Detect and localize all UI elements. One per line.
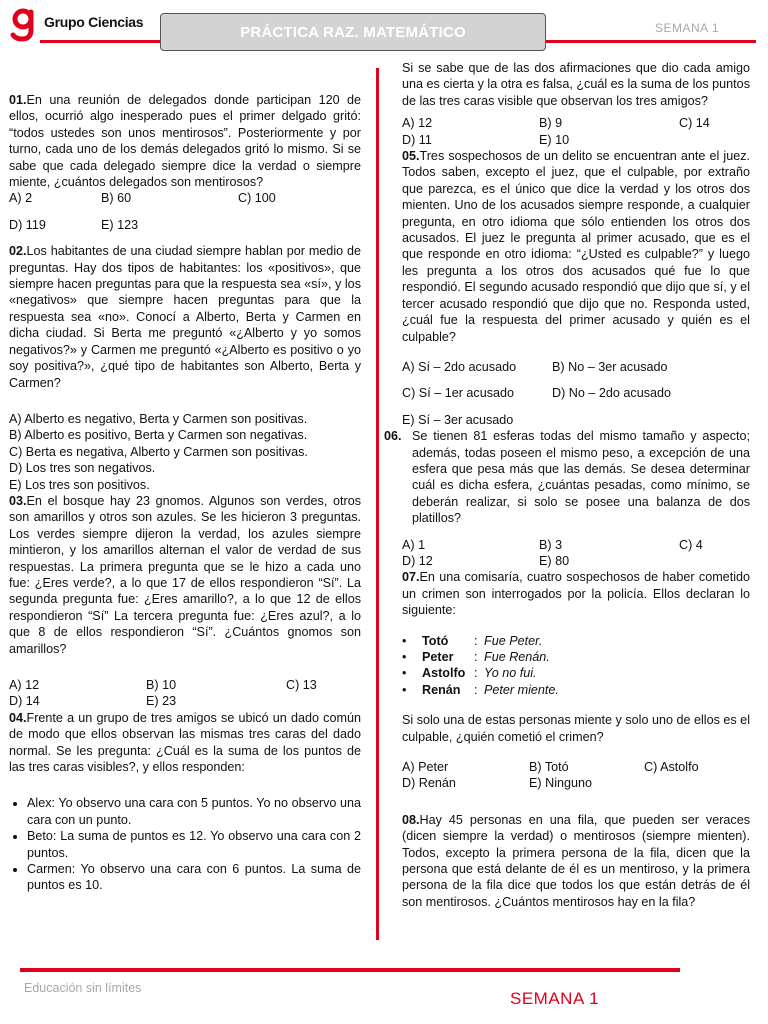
answer-options xyxy=(9,190,361,206)
friends-statements xyxy=(9,795,361,893)
option-d: D) 11 xyxy=(402,132,432,147)
option-d: D) 119 xyxy=(9,217,46,232)
question-8 xyxy=(402,812,750,910)
grupo-ciencias-logo-icon xyxy=(10,8,38,42)
option-d: D) Renán xyxy=(402,776,456,791)
statement-beto: • Beto: La suma de puntos es 12. Yo observo una cara con 2 puntos. xyxy=(27,828,361,861)
question-3 xyxy=(9,493,361,710)
answer-options xyxy=(9,411,361,493)
question-4-continuation xyxy=(402,60,750,148)
question-1 xyxy=(9,92,361,233)
option-c: C) 13 xyxy=(286,678,317,692)
question-text: Se tienen 81 esferas todas del mismo tamaño y aspecto; además, todas poseen el mismo peso, a excepción de una esfera que pesa más que las demás. Se desea determinar cuál es dicha esfera, ¿cuántas pesadas, como mínimo, se deberán realizar, si solo se posee una balanza de dos platillos? xyxy=(412,429,750,526)
option-b: B) 3 xyxy=(539,537,563,552)
option-b: B) 60 xyxy=(101,191,132,206)
answer-options xyxy=(402,359,750,428)
statement-peter: • Peter : Fue Renán. xyxy=(402,650,550,664)
question-4 xyxy=(9,710,361,894)
option-d: D) 14 xyxy=(9,694,40,709)
question-number: 04. xyxy=(9,710,27,725)
question-number: 02. xyxy=(9,244,27,259)
option-b: B) 10 xyxy=(146,678,177,692)
suspect-statements xyxy=(402,633,750,699)
statement-renan: • Renán : Peter miente. xyxy=(402,682,559,697)
option-e: E) 80 xyxy=(539,553,570,568)
answer-options xyxy=(402,115,750,148)
question-text: En una reunión de delegados donde participan 120 de ellos, ocurrió algo inesperado pues el primer delgado gritó: “todos ustedes son unos mentirosos”. Posteriormente y por turno, cada uno de los demás delegados gritó lo mismo. Si se sabe que cada delegado siempre dice la verdad o siempre miente, ¿cuántos delegados son mentirosos? xyxy=(9,93,361,190)
option-a: A) 12 xyxy=(9,678,40,692)
question-text: Frente a un grupo de tres amigos se ubicó un dado común de modo que ellos observan las mismas tres caras del dado normal. Se les pregunta: ¿Cuál es la suma de los puntos de las tres caras visibles?, y ellos responden: xyxy=(9,710,361,775)
page-title: PRÁCTICA RAZ. MATEMÁTICO xyxy=(160,13,546,51)
column-divider xyxy=(376,68,379,940)
question-5 xyxy=(402,148,750,428)
option-e: E) Los tres son positivos. xyxy=(9,477,150,492)
right-column xyxy=(384,60,750,910)
footer-slogan: Educación sin límites xyxy=(24,981,142,995)
option-e: E) 123 xyxy=(101,217,139,232)
question-number: 08. xyxy=(402,812,420,827)
option-c: C) Berta es negativa, Alberto y Carmen son positivas. xyxy=(9,444,308,459)
question-number: 03. xyxy=(9,493,27,508)
option-d: D) 12 xyxy=(402,553,433,568)
option-c: C) 14 xyxy=(679,116,710,131)
option-a: A) 2 xyxy=(9,191,33,206)
answer-options xyxy=(402,759,750,792)
question-7 xyxy=(402,569,750,791)
question-text-2: Si solo una de estas personas miente y solo uno de ellos es el culpable, ¿quién cometió el crimen? xyxy=(402,713,750,744)
option-e: E) 10 xyxy=(539,132,570,147)
option-c: C) 4 xyxy=(679,537,703,552)
option-a: A) 12 xyxy=(402,116,433,131)
option-e: E) 23 xyxy=(146,694,177,709)
option-d: D) Los tres son negativos. xyxy=(9,461,156,476)
question-text: Los habitantes de una ciudad siempre hablan por medio de preguntas. Hay dos tipos de habitantes: los «positivos», que siempre hacen preguntas para que la respuesta sea «sí», y los «negativos» que siempre hacen preguntas para que la respuesta sea «no». Conocí a Alberto, Berta y Carmen en dicha ciudad. Si Berta me preguntó «¿Alberto y yo somos negativos?» y Carmen me preguntó «¿Alberto es positivo o yo soy positiva?», ¿qué tipo de habitantes son Alberto, Berta y Carmen? xyxy=(9,244,361,390)
question-number: 07. xyxy=(402,570,420,585)
question-text: Si se sabe que de las dos afirmaciones que dio cada amigo una es cierta y la otra es falsa, ¿cuál es la suma de los puntos de las tres caras visible que observan los tres amigos? xyxy=(402,61,750,108)
brand-name: Grupo Ciencias xyxy=(44,14,144,30)
question-text: En una comisaría, cuatro sospechosos de haber cometido un crimen son interrogados por la policía. Ellos declaran lo siguiente: xyxy=(402,570,750,618)
option-a: A) Peter xyxy=(402,760,449,775)
answer-options xyxy=(9,677,361,710)
option-c: C) Sí – 1er acusado xyxy=(402,386,515,401)
option-a: A) 1 xyxy=(402,537,426,552)
option-b: B) Alberto es positivo, Berta y Carmen son negativas. xyxy=(9,428,308,443)
option-b: B) 9 xyxy=(539,116,563,131)
week-label-bottom: SEMANA 1 xyxy=(510,989,600,1008)
option-b: B) No – 3er acusado xyxy=(552,359,668,374)
statement-carmen: • Carmen: Yo observo una cara con 6 puntos. La suma de puntos es 10. xyxy=(27,861,361,894)
question-text: Hay 45 personas en una fila, que pueden ser veraces (dicen siempre la verdad) o mentirosos (siempre mienten). Todos, excepto la primera persona de la fila, dicen que la persona que está delante de él es un mentiroso, y la primera persona de la fila dice que todos los que están detrás de él son mentirosos. ¿Cuántos mentirosos hay en la fila? xyxy=(402,812,750,909)
question-text: En el bosque hay 23 gnomos. Algunos son verdes, otros son amarillos y otros son azules. Se les hicieron 3 preguntas. Los verdes siempre dijeron la verdad, los azules siempre mintieron, y los amarillos alternan el valor de verdad de sus respuestas. La primera pregunta que se le hizo a cada uno fue: ¿Eres verde?, a lo que 17 de ellos respondieron “Sí”. La segunda pregunta fue: ¿Eres amarillo?, a lo que 12 de ellos respondieron “Sí” La tercera pregunta fue: ¿Eres azul?, a lo que 8 de ellos respondieron “Sí”. ¿Cuántos gnomos son amarillos? xyxy=(9,493,361,656)
answer-options-q6 xyxy=(402,537,750,570)
question-6 xyxy=(384,428,750,526)
question-text: Tres sospechosos de un delito se encuentran ante el juez. Todos saben, excepto el juez, que el culpable, por extraño que parezca, es el único que dice la verdad y los otros dos mienten. Uno de los acusados siempre responde, a cualquier pregunta, en otro idioma que sólo entienden los otros dos acusados. El juez le pregunta al primer acusado, que es el que responde en otro idioma: “¿Usted es culpable?” y luego les pregunta a los otros dos acusados qué fue lo que respondió. El segundo acusado respondió que dijo que sí, y el tercer acusado respondió que dijo que no. Responda usted, ¿cuál fue la respuesta del primer acusado y quién es el culpable? xyxy=(402,149,750,344)
option-c: C) 100 xyxy=(238,191,276,206)
question-2 xyxy=(9,243,361,493)
week-label-top: SEMANA 1 xyxy=(655,21,720,35)
question-number: 01. xyxy=(9,93,27,107)
option-e: E) Ninguno xyxy=(529,776,593,791)
statement-toto: • Totó : Fue Peter. xyxy=(402,633,543,648)
option-a: A) Alberto es negativo, Berta y Carmen son positivas. xyxy=(9,411,308,426)
option-b: B) Totó xyxy=(529,760,569,775)
option-c: C) Astolfo xyxy=(644,760,699,775)
question-number: 06. xyxy=(384,429,402,444)
answer-options-row2 xyxy=(9,217,361,233)
option-d: D) No – 2do acusado xyxy=(552,386,672,401)
statement-alex: • Alex: Yo observo una cara con 5 puntos. Yo no observo una cara con un punto. xyxy=(27,795,361,828)
option-a: A) Sí – 2do acusado xyxy=(402,359,517,374)
statement-astolfo: • Astolfo : Yo no fui. xyxy=(402,666,537,681)
footer-divider xyxy=(20,968,680,972)
left-column xyxy=(9,92,361,894)
option-e: E) Sí – 3er acusado xyxy=(402,412,514,427)
question-number: 05. xyxy=(402,149,420,164)
